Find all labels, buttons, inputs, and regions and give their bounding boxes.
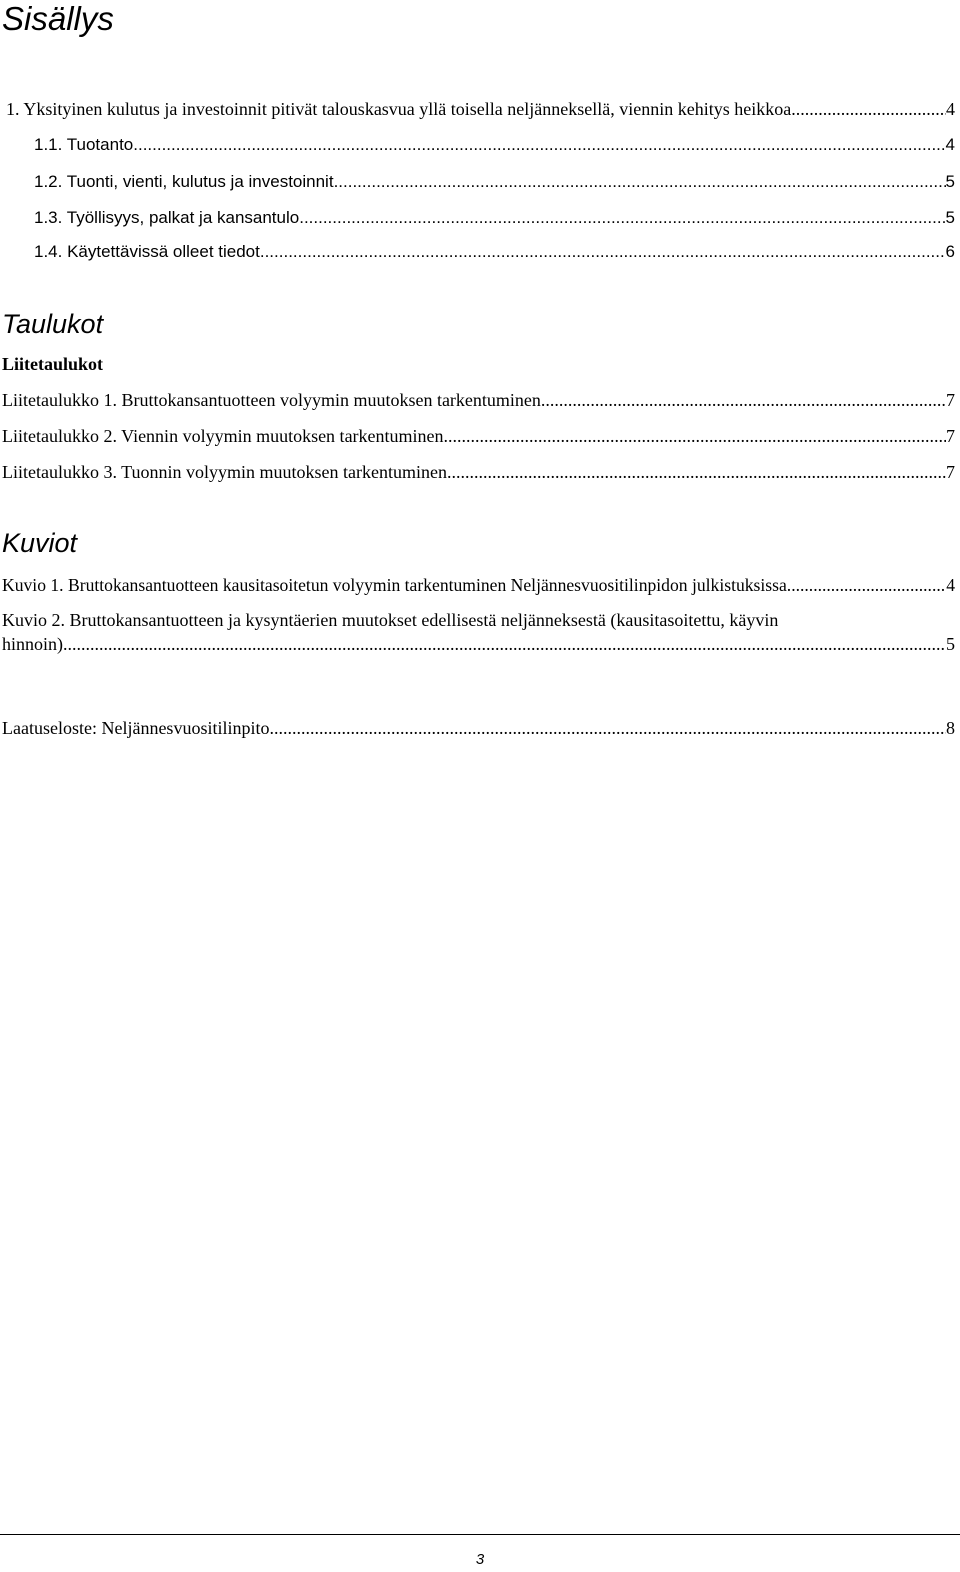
- tables-subheading: Liitetaulukot: [2, 354, 104, 374]
- tables-section-title: Taulukot: [2, 309, 104, 339]
- dot-leader: [334, 171, 946, 193]
- quality-entry[interactable]: [2, 717, 955, 739]
- figure-entry-label-line1[interactable]: Kuvio 2. Bruttokansantuotteen ja kysyntäerien muutokset edellisestä neljänneksestä (kausitasoitettu, käyvin: [2, 610, 779, 630]
- dot-leader: [63, 633, 946, 655]
- toc-entry-page: 5: [945, 172, 955, 191]
- toc-entry-label: 1.1. Tuotanto: [34, 135, 134, 154]
- table-entry-page: 7: [946, 462, 955, 482]
- figure-entry-label-line2: hinnoin): [2, 634, 63, 654]
- dot-leader: [791, 98, 946, 120]
- table-entry-page: 7: [946, 426, 955, 446]
- dot-leader: [541, 389, 946, 411]
- table-entry-page: 7: [946, 390, 955, 410]
- toc-entry-page: 4: [946, 99, 955, 119]
- toc-entry-page: 5: [945, 208, 955, 227]
- toc-entry-page: 6: [945, 242, 955, 261]
- toc-entry[interactable]: [34, 134, 955, 156]
- toc-entry[interactable]: [34, 207, 955, 229]
- toc-entry[interactable]: [6, 98, 955, 120]
- toc-entry[interactable]: [34, 241, 955, 263]
- figure-entry-page: 4: [946, 575, 955, 595]
- table-entry[interactable]: [2, 389, 955, 411]
- dot-leader: [269, 717, 946, 739]
- table-entry-label: Liitetaulukko 3. Tuonnin volyymin muutoksen tarkentuminen: [2, 462, 447, 482]
- toc-entry-page: 4: [945, 135, 955, 154]
- dot-leader: [444, 425, 946, 447]
- figure-entry[interactable]: [2, 574, 955, 596]
- dot-leader: [447, 461, 946, 483]
- toc-entry-label: 1.4. Käytettävissä olleet tiedot: [34, 242, 260, 261]
- table-entry[interactable]: [2, 461, 955, 483]
- toc-entry-label: 1.3. Työllisyys, palkat ja kansantulo: [34, 208, 300, 227]
- table-entry-label: Liitetaulukko 1. Bruttokansantuotteen volyymin muutoksen tarkentuminen: [2, 390, 541, 410]
- footer-divider: [0, 1534, 960, 1535]
- figure-entry-label: Kuvio 1. Bruttokansantuotteen kausitasoitetun volyymin tarkentuminen Neljännesvuositilinpidon julkistuksissa: [2, 575, 787, 595]
- toc-title: Sisällys: [2, 0, 114, 37]
- quality-entry-page: 8: [946, 718, 955, 738]
- table-entry-label: Liitetaulukko 2. Viennin volyymin muutoksen tarkentuminen: [2, 426, 444, 446]
- toc-entry-label: 1.2. Tuonti, vienti, kulutus ja investoinnit: [34, 172, 334, 191]
- figure-entry[interactable]: [2, 633, 955, 655]
- dot-leader: [133, 134, 945, 156]
- table-entry[interactable]: [2, 425, 955, 447]
- toc-entry[interactable]: [34, 171, 955, 193]
- toc-entry-label: 1. Yksityinen kulutus ja investoinnit pitivät talouskasvua yllä toisella neljänneksellä, viennin kehitys heikkoa: [6, 99, 792, 119]
- dot-leader: [260, 241, 946, 263]
- quality-entry-label: Laatuseloste: Neljännesvuositilinpito: [2, 718, 270, 738]
- dot-leader: [787, 574, 946, 596]
- page-number: 3: [475, 1551, 485, 1568]
- dot-leader: [299, 207, 945, 229]
- figure-entry-page: 5: [946, 634, 955, 654]
- figures-section-title: Kuviot: [2, 528, 78, 558]
